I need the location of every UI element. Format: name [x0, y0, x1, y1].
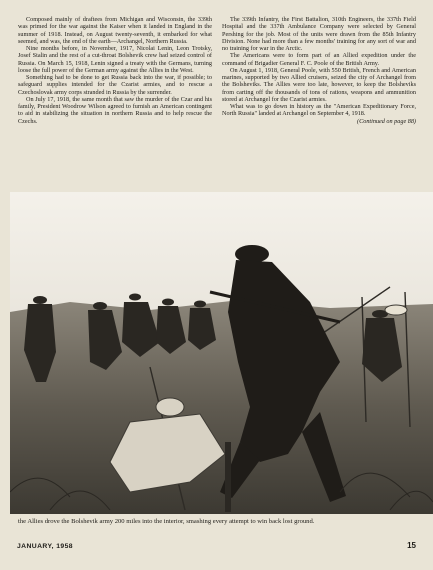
- continued-on-link: (Continued on page 88): [357, 117, 416, 125]
- paragraph: The Americans were to form part of an Allied expedition under the command of Brigadier General F. C. Poole of the British Army.: [222, 52, 416, 67]
- paragraph-last: [222, 103, 416, 125]
- issue-date: JANUARY, 1958: [17, 543, 73, 550]
- paragraph-text: What was to go down in history as the "American Expeditionary Force, North Russia" landed at Archangel on September 4, 1918.: [222, 103, 416, 118]
- article-column-right: [222, 16, 416, 187]
- paragraph: On August 1, 1918, General Poole, with 550 British, French and American marines, supported by two Allied cruisers, seized the city of Archangel from the Bolsheviks. The Allies were too late, however, to keep the Bolsheviks from carting off the thousands of tons of rations, weapons and ammunition stored at Archangel for the Czarist armies.: [222, 66, 416, 103]
- paragraph: On July 17, 1918, the same month that saw the murder of the Czar and his family, President Woodrow Wilson agreed to furnish an American contingent to aid in stabilizing the situation in northern Russia and to help rescue the Czechs.: [18, 95, 212, 125]
- war-photograph: [10, 192, 433, 514]
- article-columns: [18, 16, 416, 187]
- photo-caption: the Allies drove the Bolshevik army 200 miles into the interior, smashing every attempt to win back lost ground.: [18, 518, 315, 525]
- page-number: 15: [407, 541, 416, 550]
- paragraph: Something had to be done to get Russia back into the war, if possible; to safeguard supplies intended for the Czarist armies, and to rescue a Czechoslovak army corps stranded in Russia by the surrender.: [18, 74, 212, 96]
- paragraph: Nine months before, in November, 1917, Nicolai Lenin, Leon Trotsky, Josef Stalin and the rest of a cut-throat Bolshevik crew had seized control of Russia. On March 15, 1918, Lenin signed a treaty with the Germans, turning loose the full power of the German army against the Allies in the West.: [18, 45, 212, 74]
- paragraph: Composed mainly of draftees from Michigan and Wisconsin, the 339th was primed for the war against the Kaiser when it landed in England in the summer of 1918. Instead, on August twenty-seventh, it embarked for what seemed, and was, the end of the earth—Archangel, Northern Russia.: [18, 16, 212, 45]
- photograph-illustration: [10, 192, 433, 514]
- article-column-left: [18, 16, 212, 187]
- paragraph: The 339th Infantry, the First Battalion, 310th Engineers, the 337th Field Hospital and the 337th Ambulance Company were selected by General Pershing for the job. Most of the units were drawn from the 85th Infantry Division. None had more than a few months' training for any sort of war and no training for war in the Arctic.: [222, 16, 416, 52]
